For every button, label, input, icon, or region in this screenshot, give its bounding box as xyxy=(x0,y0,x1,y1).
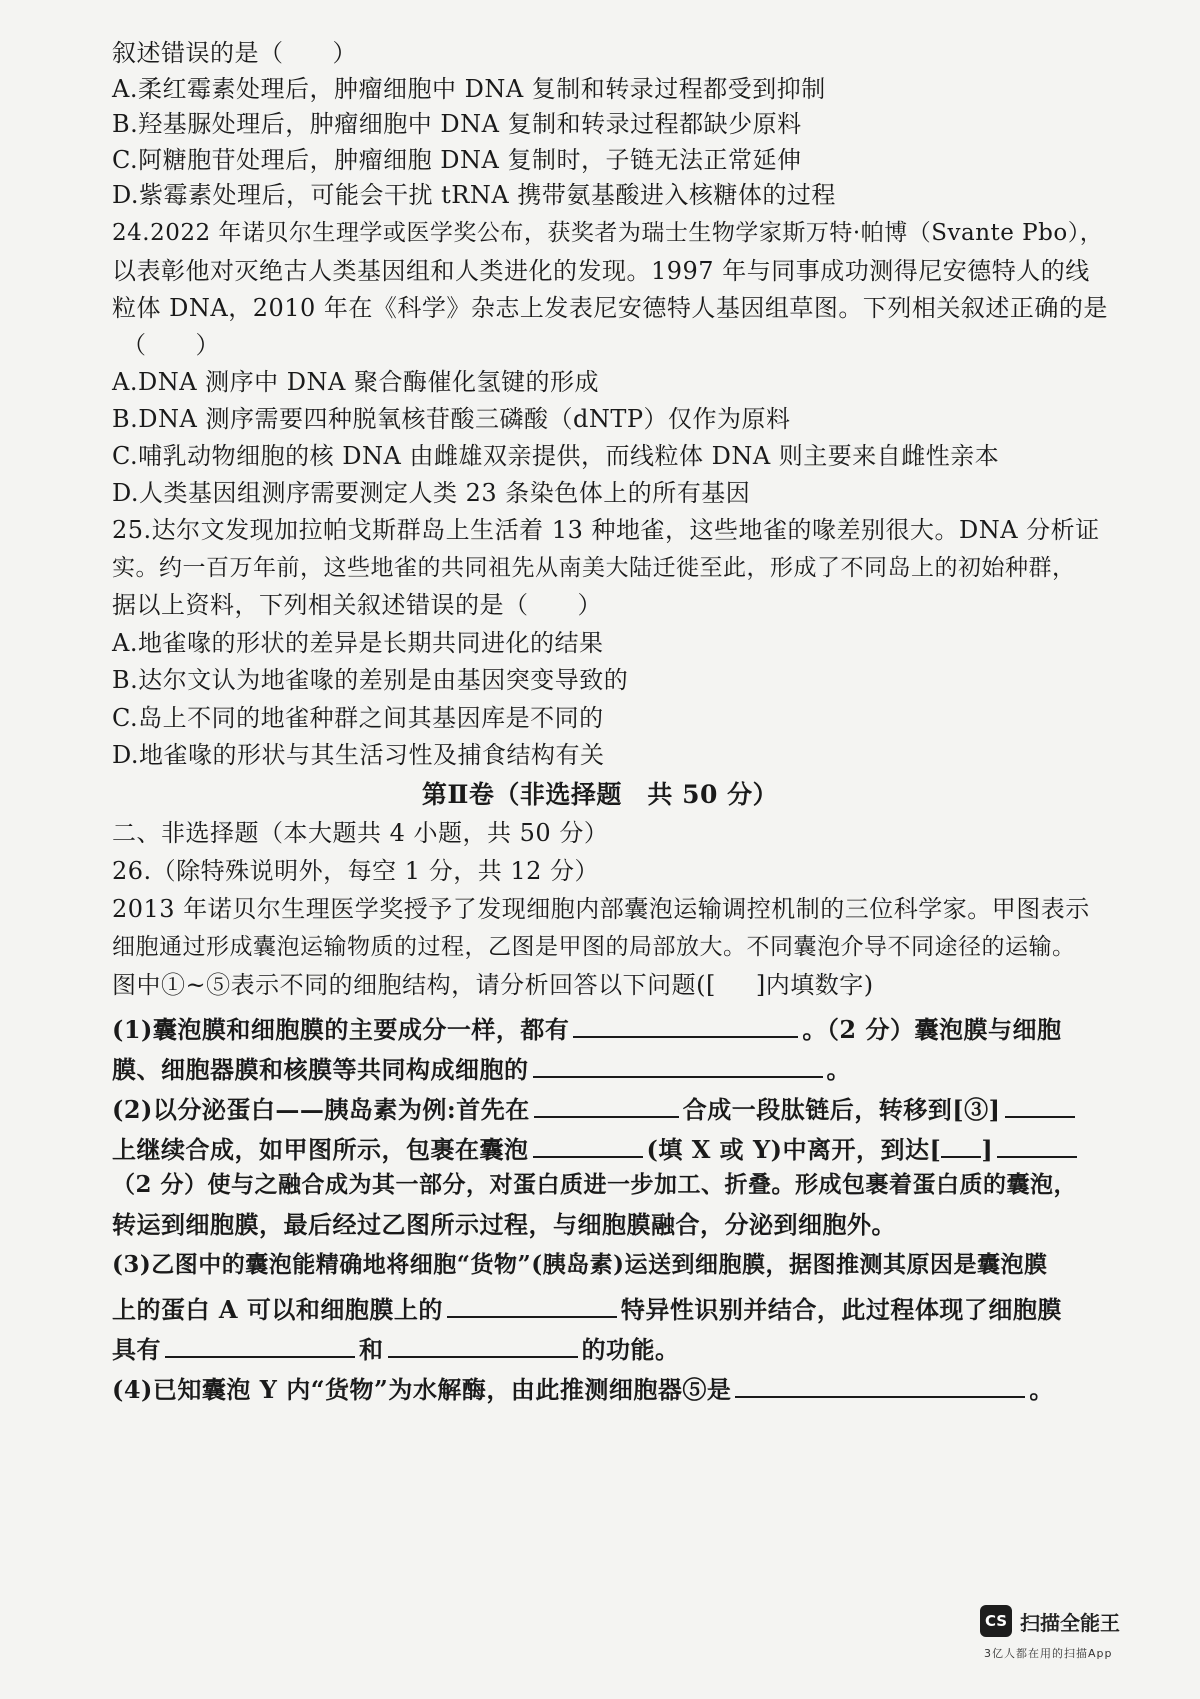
answer-blank-9[interactable] xyxy=(165,1330,355,1358)
p1-text-d: 。 xyxy=(826,1055,851,1084)
q23-option-b: B.羟基脲处理后，肿瘤细胞中 DNA 复制和转录过程都缺少原料 xyxy=(112,110,802,138)
scanner-app-name: 扫描全能王 xyxy=(1020,1611,1120,1635)
q24-line-4: （ ） xyxy=(122,331,220,359)
q26-part2-line2 xyxy=(112,1130,1100,1165)
q25-option-d: D.地雀喙的形状与其生活习性及捕食结构有关 xyxy=(112,741,605,769)
q26-part1-line2 xyxy=(112,1050,1100,1085)
p2-text-e: ] xyxy=(981,1135,994,1164)
q24-option-b: B.DNA 测序需要四种脱氧核苷酸三磷酸（dNTP）仅作为原料 xyxy=(112,405,791,433)
answer-blank-3[interactable] xyxy=(534,1090,679,1118)
q23-option-a: A.柔红霉素处理后，肿瘤细胞中 DNA 复制和转录过程都受到抑制 xyxy=(112,75,826,103)
q26-intro-3-a: 图中①~⑤表示不同的细胞结构，请分析回答以下问题([ xyxy=(112,971,716,999)
q25-option-b: B.达尔文认为地雀喙的差别是由基因突变导致的 xyxy=(112,666,629,694)
answer-blank-8[interactable] xyxy=(447,1290,617,1318)
q25-option-a: A.地雀喙的形状的差异是长期共同进化的结果 xyxy=(112,629,604,657)
q26-part3-line1: (3)乙图中的囊泡能精确地将细胞“货物”(胰岛素)运送到细胞膜，据图推测其原因是囊泡膜 xyxy=(112,1251,1048,1278)
q24-line-2: 以表彰他对灭绝古人类基因组和人类进化的发现。1997 年与同事成功测得尼安德特人的线 xyxy=(112,257,1090,285)
q26-header: 26.（除特殊说明外，每空 1 分，共 12 分） xyxy=(112,857,599,885)
q24-line-3: 粒体 DNA，2010 年在《科学》杂志上发表尼安德特人基因组草图。下列相关叙述正确的是 xyxy=(112,294,1108,322)
q26-part3-line3 xyxy=(112,1330,1100,1365)
q26-part3-line2 xyxy=(112,1290,1100,1325)
q25-line-1: 25.达尔文发现加拉帕戈斯群岛上生活着 13 种地雀，这些地雀的喙差别很大。DNA 分析证 xyxy=(112,516,1100,544)
q24-line-1: 24.2022 年诺贝尔生理学或医学奖公布，获奖者为瑞士生物学家斯万特·帕博（Svante Pbo）， xyxy=(112,220,1104,246)
p2-text-a: (2)以分泌蛋白——胰岛素为例:首先在 xyxy=(112,1095,530,1124)
p3-text-f: 的功能。 xyxy=(581,1335,680,1364)
q26-intro-3 xyxy=(112,970,1100,1000)
p4-text-b: 。 xyxy=(1029,1375,1054,1404)
p2-text-b: 合成一段肽链后，转移到[③] xyxy=(682,1095,1001,1124)
q26-intro-1: 2013 年诺贝尔生理医学奖授予了发现细胞内部囊泡运输调控机制的三位科学家。甲图表示 xyxy=(112,895,1090,923)
p3-text-c: 特异性识别并结合，此过程体现了细胞膜 xyxy=(620,1295,1062,1324)
q24-option-c: C.哺乳动物细胞的核 DNA 由雌雄双亲提供，而线粒体 DNA 则主要来自雌性亲本 xyxy=(112,442,1000,470)
q24-option-d: D.人类基因组测序需要测定人类 23 条染色体上的所有基因 xyxy=(112,479,751,507)
q26-part2-line3: （2 分）使与之融合成为其一部分，对蛋白质进一步加工、折叠。形成包裹着蛋白质的囊泡， xyxy=(112,1171,1078,1198)
answer-blank-2[interactable] xyxy=(533,1050,823,1078)
p3-text-d: 具有 xyxy=(112,1335,161,1364)
p3-text-e: 和 xyxy=(359,1335,384,1364)
q26-part1-line1 xyxy=(112,1010,1100,1045)
q25-option-c: C.岛上不同的地雀种群之间其基因库是不同的 xyxy=(112,704,604,732)
answer-blank-4[interactable] xyxy=(1005,1090,1075,1118)
q26-part2-line4: 转运到细胞膜，最后经过乙图所示过程，与细胞膜融合，分泌到细胞外。 xyxy=(112,1210,896,1239)
section-heading: 二、非选择题（本大题共 4 小题，共 50 分） xyxy=(112,819,609,847)
q26-intro-3-b: ]内填数字) xyxy=(755,971,874,999)
q24-option-a: A.DNA 测序中 DNA 聚合酶催化氢键的形成 xyxy=(112,368,599,396)
part2-title: 第Ⅱ卷（非选择题 共 50 分） xyxy=(421,780,779,809)
q23-stem-end: 叙述错误的是（ ） xyxy=(112,39,357,67)
p2-text-c: 上继续合成，如甲图所示，包裹在囊泡 xyxy=(112,1135,529,1164)
answer-blank-6[interactable] xyxy=(941,1130,981,1158)
q25-line-3: 据以上资料，下列相关叙述错误的是（ ） xyxy=(112,591,602,619)
scanner-tagline: 3亿人都在用的扫描App xyxy=(984,1647,1113,1660)
p1-text-a: (1)囊泡膜和细胞膜的主要成分一样，都有 xyxy=(112,1015,570,1044)
p1-text-b: 。（2 分）囊泡膜与细胞 xyxy=(802,1015,1062,1044)
p4-text-a: (4)已知囊泡 Y 内“货物”为水解酶，由此推测细胞器⑤是 xyxy=(112,1375,732,1404)
p1-text-c: 膜、细胞器膜和核膜等共同构成细胞的 xyxy=(112,1055,529,1084)
p2-text-d: (填 X 或 Y)中离开，到达[ xyxy=(646,1135,942,1164)
answer-blank-1[interactable] xyxy=(573,1010,798,1038)
q23-option-c: C.阿糖胞苷处理后，肿瘤细胞 DNA 复制时，子链无法正常延伸 xyxy=(112,146,802,174)
p3-text-b: 上的蛋白 A 可以和细胞膜上的 xyxy=(112,1295,443,1324)
scanner-watermark xyxy=(980,1605,1160,1665)
q23-option-d: D.紫霉素处理后，可能会干扰 tRNA 携带氨基酸进入核糖体的过程 xyxy=(112,181,836,209)
q26-part2-line1 xyxy=(112,1090,1100,1125)
answer-blank-7[interactable] xyxy=(997,1130,1077,1158)
answer-blank-10[interactable] xyxy=(388,1330,578,1358)
answer-blank-11[interactable] xyxy=(735,1370,1025,1398)
q25-line-2: 实。约一百万年前，这些地雀的共同祖先从南美大陆迁徙至此，形成了不同岛上的初始种群， xyxy=(112,555,1076,581)
scanner-logo-icon: CS xyxy=(980,1605,1012,1637)
answer-blank-5[interactable] xyxy=(533,1130,643,1158)
q26-intro-2: 细胞通过形成囊泡运输物质的过程，乙图是甲图的局部放大。不同囊泡介导不同途径的运输。 xyxy=(112,934,1076,960)
q26-part4-line1 xyxy=(112,1370,1100,1405)
